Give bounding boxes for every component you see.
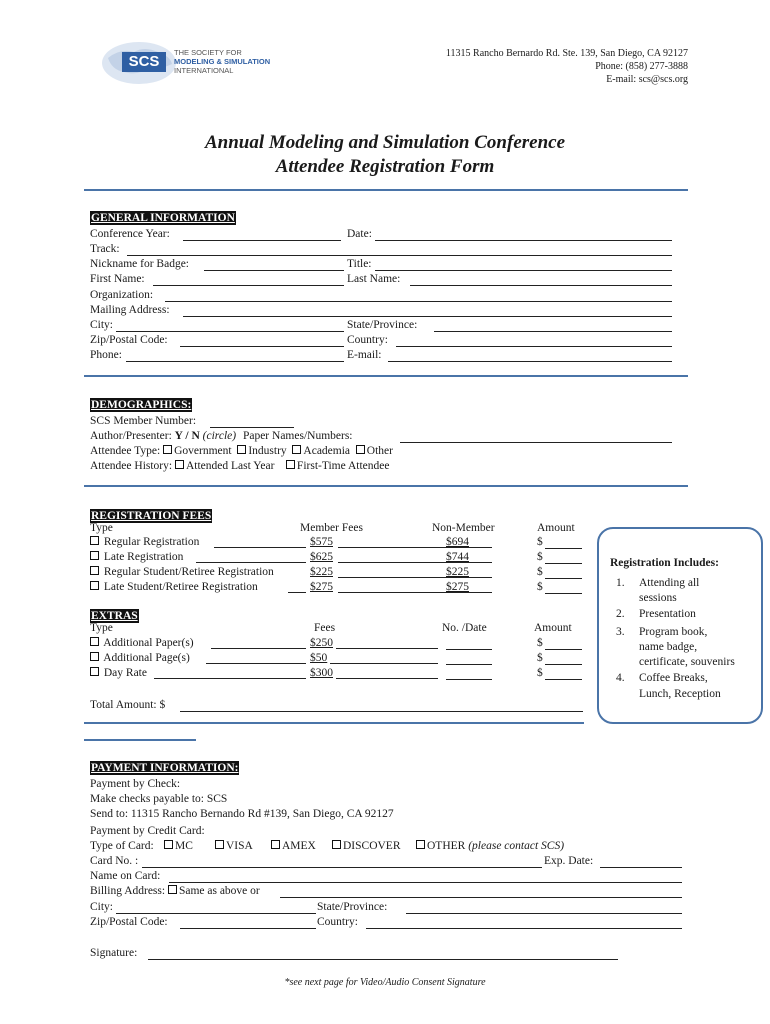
extra-amount-label: $	[537, 652, 543, 664]
fee-member-value: $575	[310, 536, 333, 548]
pay-country-field[interactable]	[366, 915, 682, 929]
member-number-field[interactable]	[210, 414, 294, 428]
extra-fee-leader	[336, 678, 438, 679]
nickname-field[interactable]	[204, 257, 344, 271]
last-name-field[interactable]	[410, 272, 672, 286]
fees-col-nonmember: Non-Member	[432, 522, 495, 534]
checkbox-icon	[90, 581, 99, 590]
checkbox-discover[interactable]: DISCOVER	[332, 839, 401, 853]
checkbox-icon	[90, 667, 99, 676]
logo-line1: THE SOCIETY FOR	[174, 48, 242, 57]
fee-nonmember-value: $275	[446, 581, 469, 593]
checkbox-icon	[164, 840, 173, 849]
exp-date-field[interactable]	[600, 854, 682, 868]
other-card-note: (please contact SCS)	[468, 840, 565, 852]
checkbox-icon	[332, 840, 341, 849]
extra-row-leader	[211, 648, 306, 649]
fees-col-member: Member Fees	[300, 522, 363, 534]
extra-no-date-field[interactable]	[446, 636, 492, 650]
phone-field[interactable]	[126, 348, 344, 362]
form-title-line2: Attendee Registration Form	[275, 156, 495, 177]
fee-amount-field[interactable]	[545, 580, 582, 594]
fee-nonmember-value: $694	[446, 536, 469, 548]
extras-heading: EXTRAS	[91, 610, 138, 622]
extra-row-label[interactable]: Additional Page(s)	[90, 651, 190, 665]
attendee-type-row	[90, 444, 393, 458]
organization-label: Organization:	[90, 289, 154, 301]
total-amount-label: Total Amount: $	[90, 699, 166, 711]
checkbox-government[interactable]: Government	[163, 445, 231, 457]
fee-amount-label: $	[537, 536, 543, 548]
checkbox-icon	[286, 460, 295, 469]
checkbox-icon	[215, 840, 224, 849]
logo	[100, 40, 300, 86]
extra-fee-value: $50	[310, 652, 328, 664]
logo-line2: MODELING & SIMULATION	[174, 57, 271, 66]
includes-text: Attending all	[639, 577, 700, 589]
extras-col-fees: Fees	[314, 622, 336, 634]
checkbox-visa[interactable]: VISA	[215, 839, 253, 853]
billing-address-row	[90, 884, 260, 898]
author-presenter-row	[90, 429, 353, 443]
paper-names-field[interactable]	[400, 429, 672, 443]
attendee-type-label: Attendee Type:	[90, 445, 161, 457]
checkbox-first-time[interactable]: First-Time Attendee	[286, 460, 390, 472]
pay-country-label: Country:	[317, 916, 358, 928]
demographics-heading: DEMOGRAPHICS:	[91, 399, 192, 411]
fee-amount-field[interactable]	[545, 535, 582, 549]
checkbox-same-as-above[interactable]: Same as above or	[168, 885, 260, 897]
pay-state-label: State/Province:	[317, 901, 388, 913]
checkbox-icon	[163, 445, 172, 454]
fee-amount-label: $	[537, 551, 543, 563]
send-to: Send to: 11315 Rancho Bernando Rd #139, San Diego, CA 92127	[90, 808, 394, 820]
checkbox-icon	[90, 551, 99, 560]
fee-row-leader	[214, 547, 306, 548]
checks-payable: Make checks payable to: SCS	[90, 793, 228, 805]
divider	[84, 375, 688, 377]
mailing-address-label: Mailing Address:	[90, 304, 170, 316]
pay-city-field[interactable]	[116, 900, 316, 914]
author-presenter-label: Author/Presenter:	[90, 430, 172, 442]
first-name-field[interactable]	[153, 272, 344, 286]
fee-row-leader	[196, 562, 306, 563]
fee-row-leader	[288, 592, 306, 593]
pay-state-field[interactable]	[406, 900, 682, 914]
state-field[interactable]	[434, 318, 672, 332]
checkbox-icon	[237, 445, 246, 454]
includes-num: 3.	[616, 626, 625, 638]
address-phone: Phone: (858) 277-3888	[595, 61, 688, 72]
fees-heading: REGISTRATION FEES	[91, 510, 212, 522]
includes-num: 4.	[616, 672, 625, 684]
type-of-card-label: Type of Card:	[90, 840, 154, 852]
email-label: E-mail:	[347, 349, 382, 361]
country-label: Country:	[347, 334, 388, 346]
checkbox-icon	[90, 566, 99, 575]
extra-amount-label: $	[537, 637, 543, 649]
pay-zip-field[interactable]	[180, 915, 316, 929]
includes-text: Lunch, Reception	[639, 688, 721, 700]
mailing-address-field[interactable]	[183, 303, 672, 317]
checkbox-icon	[90, 536, 99, 545]
checkbox-icon	[175, 460, 184, 469]
name-on-card-field[interactable]	[169, 869, 682, 883]
fee-member-value: $225	[310, 566, 333, 578]
yes-no-choice[interactable]: Y / N	[174, 430, 200, 442]
checkbox-icon	[271, 840, 280, 849]
extras-col-no-date: No. /Date	[442, 622, 487, 634]
fee-amount-label: $	[537, 581, 543, 593]
country-field[interactable]	[396, 333, 672, 347]
includes-text: name badge,	[639, 641, 698, 653]
fee-amount-field[interactable]	[545, 565, 582, 579]
checkbox-attended-last-year[interactable]: Attended Last Year	[175, 460, 274, 472]
billing-address-field[interactable]	[280, 884, 682, 898]
checkbox-icon	[416, 840, 425, 849]
nickname-label: Nickname for Badge:	[90, 258, 189, 270]
fees-col-type: Type	[90, 522, 113, 534]
includes-num: 1.	[616, 577, 625, 589]
track-field[interactable]	[127, 242, 672, 256]
payment-by-card: Payment by Credit Card:	[90, 825, 205, 837]
billing-address-label: Billing Address:	[90, 885, 166, 897]
includes-text: Coffee Breaks,	[639, 672, 708, 684]
fee-member-value: $625	[310, 551, 333, 563]
checkbox-amex[interactable]: AMEX	[271, 839, 316, 853]
divider	[84, 485, 688, 487]
exp-date-label: Exp. Date:	[544, 855, 594, 867]
fee-nonmember-value: $225	[446, 566, 469, 578]
card-no-label: Card No. :	[90, 855, 139, 867]
checkbox-icon	[168, 885, 177, 894]
extra-fee-value: $300	[310, 667, 333, 679]
extra-row-label[interactable]: Day Rate	[90, 666, 147, 680]
includes-text: Program book,	[639, 626, 708, 638]
pay-zip-label: Zip/Postal Code:	[90, 916, 168, 928]
fee-row-label[interactable]: Late Registration	[90, 550, 183, 564]
address-block	[446, 47, 688, 86]
fee-amount-label: $	[537, 566, 543, 578]
includes-heading: Registration Includes:	[610, 557, 719, 569]
paper-names-label: Paper Names/Numbers:	[242, 430, 353, 442]
fees-col-amount: Amount	[537, 522, 575, 534]
extra-amount-field[interactable]	[545, 666, 582, 680]
includes-text: certificate, souvenirs	[639, 656, 735, 668]
state-label: State/Province:	[347, 319, 418, 331]
extra-row-leader	[154, 678, 306, 679]
conference-year-label: Conference Year:	[90, 228, 170, 240]
registration-includes-box	[597, 527, 763, 724]
extra-no-date-field[interactable]	[446, 666, 492, 680]
total-amount-field[interactable]	[180, 698, 583, 712]
checkbox-other[interactable]: Other	[356, 445, 393, 457]
divider	[84, 739, 196, 741]
fee-row-label[interactable]: Regular Registration	[90, 535, 199, 549]
member-number-label: SCS Member Number:	[90, 415, 197, 427]
checkbox-icon	[90, 637, 99, 646]
signature-field[interactable]	[148, 946, 618, 960]
track-label: Track:	[90, 243, 120, 255]
extras-col-amount: Amount	[534, 622, 572, 634]
first-name-label: First Name:	[90, 273, 145, 285]
payment-heading: PAYMENT INFORMATION:	[91, 762, 239, 774]
extra-amount-field[interactable]	[545, 636, 582, 650]
zip-field[interactable]	[180, 333, 344, 347]
last-name-label: Last Name:	[347, 273, 401, 285]
attendee-history-row	[90, 459, 389, 473]
zip-label: Zip/Postal Code:	[90, 334, 168, 346]
payment-by-check: Payment by Check:	[90, 778, 181, 790]
fee-amount-field[interactable]	[545, 550, 582, 564]
title-field[interactable]	[375, 257, 672, 271]
checkbox-icon	[356, 445, 365, 454]
checkbox-mc[interactable]: MC	[164, 839, 193, 853]
extra-fee-leader	[330, 663, 438, 664]
includes-text: Presentation	[639, 608, 696, 620]
extra-row-leader	[206, 663, 306, 664]
address-email: E-mail: scs@scs.org	[606, 74, 688, 85]
city-field[interactable]	[116, 318, 344, 332]
phone-label: Phone:	[90, 349, 122, 361]
logo-badge: SCS	[122, 52, 166, 72]
form-title-line1: Annual Modeling and Simulation Conference	[204, 132, 566, 153]
city-label: City:	[90, 319, 114, 331]
card-no-field[interactable]	[142, 854, 542, 868]
organization-field[interactable]	[165, 288, 672, 302]
logo-line3: INTERNATIONAL	[174, 66, 234, 75]
extra-fee-value: $250	[310, 637, 333, 649]
footer-note: *see next page for Video/Audio Consent Signature	[284, 977, 486, 988]
conference-year-field[interactable]	[183, 227, 341, 241]
attendee-history-label: Attendee History:	[90, 460, 173, 472]
fee-member-value: $275	[310, 581, 333, 593]
extra-row-label[interactable]: Additional Paper(s)	[90, 636, 194, 650]
fee-row-label[interactable]: Regular Student/Retiree Registration	[90, 565, 274, 579]
extra-amount-field[interactable]	[545, 651, 582, 665]
address-street: 11315 Rancho Bernardo Rd. Ste. 139, San Diego, CA 92127	[445, 48, 688, 59]
pay-city-label: City:	[90, 901, 114, 913]
name-on-card-label: Name on Card:	[90, 870, 161, 882]
extras-col-type: Type	[90, 622, 113, 634]
date-field[interactable]	[375, 227, 672, 241]
includes-text: sessions	[639, 592, 677, 604]
fee-nonmember-value: $744	[446, 551, 469, 563]
extra-fee-leader	[336, 648, 438, 649]
date-label: Date:	[347, 228, 372, 240]
fee-row-label[interactable]: Late Student/Retiree Registration	[90, 580, 258, 594]
checkbox-academia[interactable]: Academia	[292, 445, 350, 457]
checkbox-other-card[interactable]: OTHER (please contact SCS)	[416, 839, 564, 853]
divider	[84, 722, 584, 724]
title-label: Title:	[347, 258, 372, 270]
signature-label: Signature:	[90, 947, 138, 959]
divider	[84, 189, 688, 191]
extra-amount-label: $	[537, 667, 543, 679]
extra-no-date-field[interactable]	[446, 651, 492, 665]
email-field[interactable]	[388, 348, 672, 362]
circle-note: (circle)	[202, 430, 237, 442]
general-heading: GENERAL INFORMATION	[91, 212, 235, 224]
checkbox-icon	[292, 445, 301, 454]
includes-num: 2.	[616, 608, 625, 620]
checkbox-icon	[90, 652, 99, 661]
checkbox-industry[interactable]: Industry	[237, 445, 286, 457]
